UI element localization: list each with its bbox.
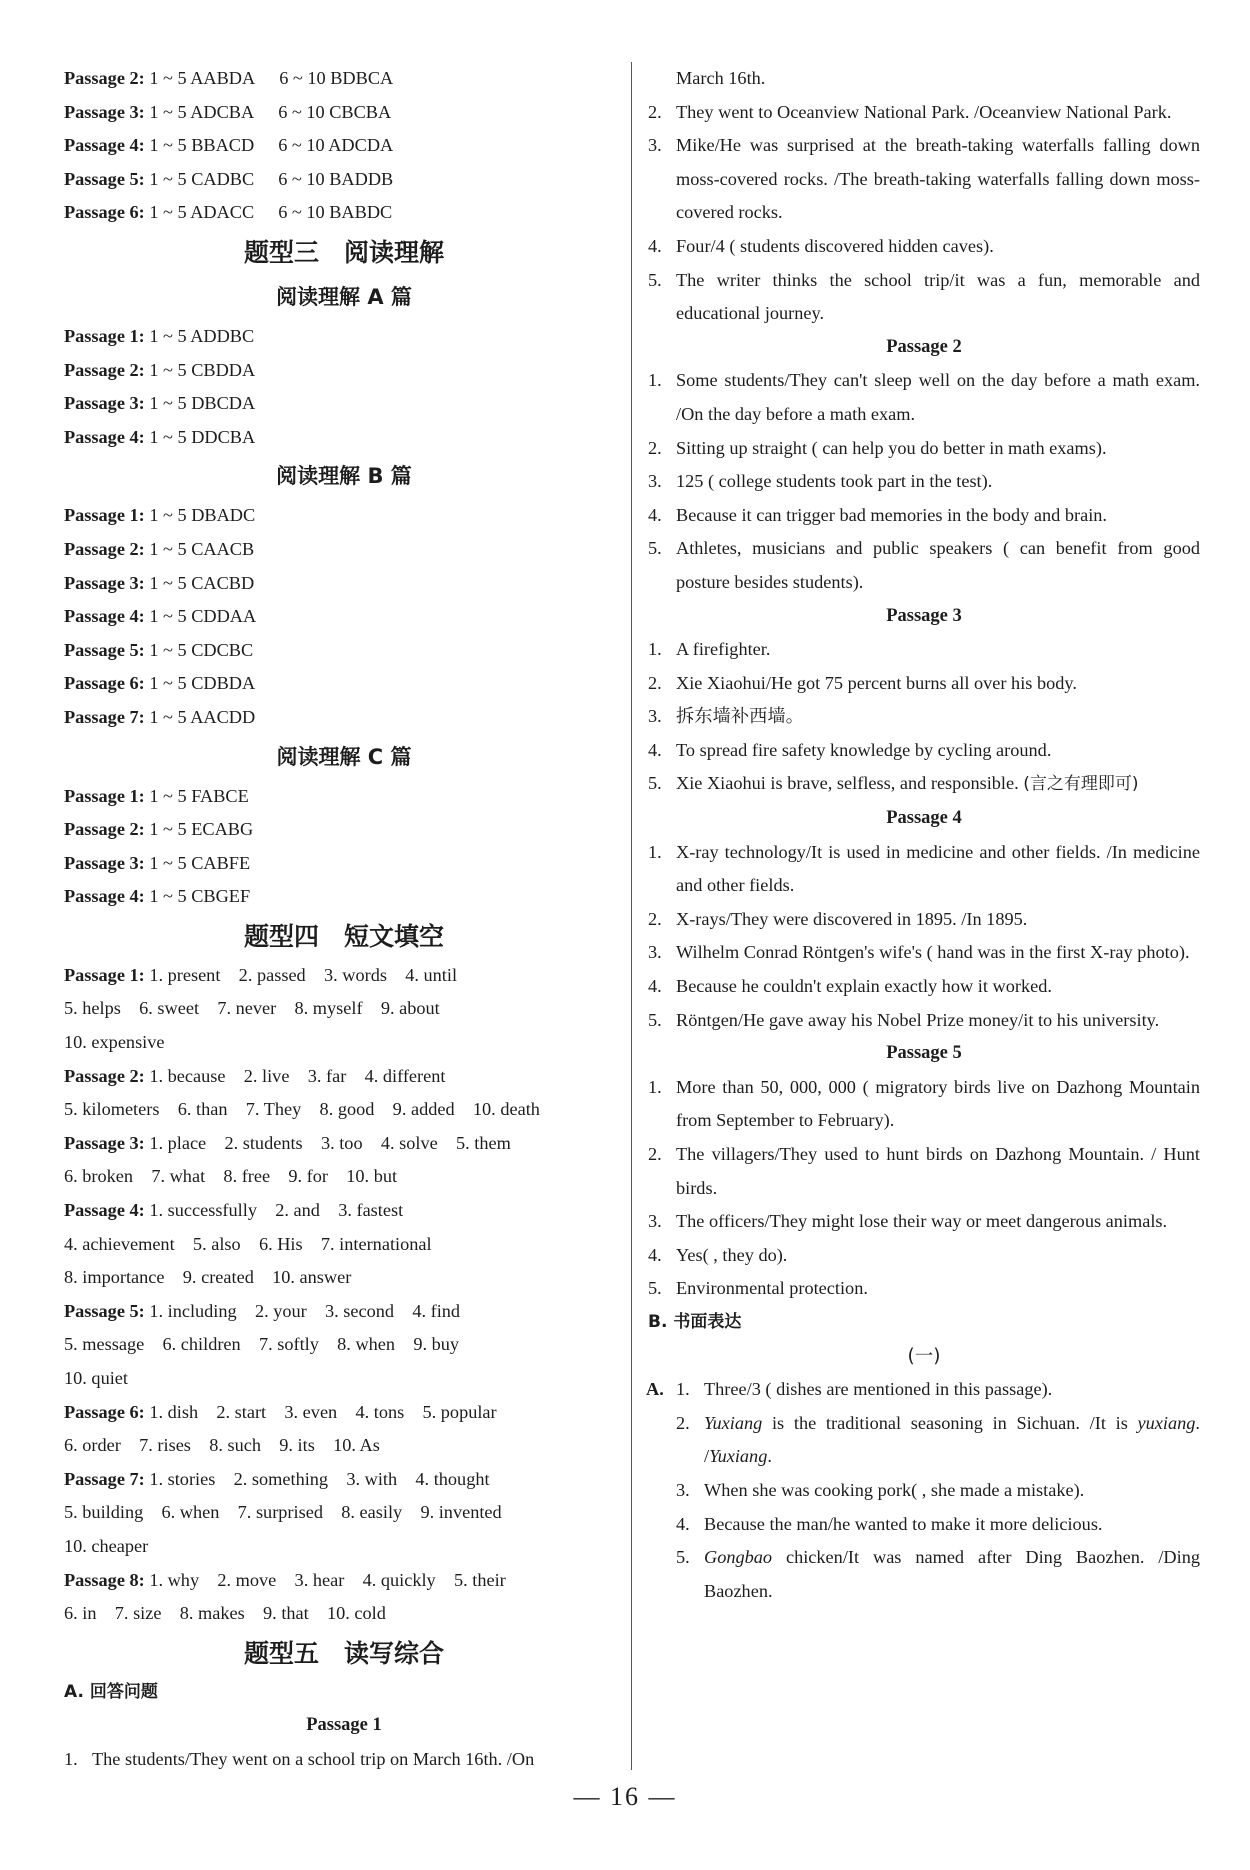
passage-label: Passage 5 [64, 168, 139, 189]
question-answer [704, 1373, 1200, 1407]
question-number-blank [648, 62, 676, 96]
question-answer: Yes( , they do). [676, 1244, 788, 1265]
passage-label: Passage 8 [64, 1569, 139, 1590]
passage-label: Passage 7 [64, 706, 139, 727]
fill-row: Passage 5: 1. including 2. your 3. second 4. find [64, 1300, 461, 1321]
column-divider [631, 62, 632, 1770]
question-answer: X-ray technology/It is used in medicine and other fields. /In medicine and other fields. [676, 841, 1200, 896]
question-number: 5. [648, 773, 662, 794]
answer-range-1: 1 ~ 5 FABCE [149, 785, 249, 806]
question-item [648, 936, 1200, 970]
fill-answers: 6. in 7. size 8. makes 9. that 10. cold [64, 1603, 386, 1624]
subsection-writing: B. 书面表达 [648, 1311, 742, 1332]
section-title-type5: 题型五 读写综合 [243, 1638, 444, 1668]
question-item [646, 1373, 1200, 1407]
question-answer: Röntgen/He gave away his Nobel Prize money/it to his university. [676, 1009, 1160, 1030]
question-item [648, 633, 1200, 667]
answer-range-1: 1 ~ 5 CAACB [149, 538, 255, 559]
answer-range-1: 1 ~ 5 DBADC [149, 505, 256, 526]
page-number: — 16 — [573, 1782, 677, 1811]
fill-row: Passage 2: 1. because 2. live 3. far 4. different [64, 1065, 446, 1086]
question-number: 2. [648, 1144, 662, 1164]
fill-row [64, 1026, 624, 1060]
answer-text: When she was cooking pork( , she made a mistake). [704, 1479, 1085, 1500]
question-item [648, 129, 1200, 230]
answer-row: Passage 2: 1 ~ 5 CBDDA [64, 359, 256, 380]
answer-range-1: 1 ~ 5 CBGEF [149, 886, 251, 907]
question-item [648, 970, 1200, 1004]
question-number: 4. [648, 235, 662, 256]
answer-row: Passage 3: 1 ~ 5 ADCBA 6 ~ 10 CBCBA [64, 101, 392, 122]
italic-term: yuxiang [1137, 1412, 1196, 1433]
fill-row [64, 1429, 624, 1463]
part-label: A. [646, 1379, 664, 1400]
fill-answers: 1. place 2. students 3. too 4. solve 5. them [149, 1132, 511, 1153]
answer-row: Passage 1: 1 ~ 5 DBADC [64, 505, 256, 526]
question-item [648, 499, 1200, 533]
fill-row [64, 1597, 624, 1631]
question-item [648, 1272, 1200, 1306]
question-item [648, 734, 1200, 768]
question-answer: Some students/They can't sleep well on the day before a math exam. /On the day before a math exam. [676, 370, 1200, 424]
passage-label: Passage 6 [64, 202, 139, 223]
answer-row: Passage 4: 1 ~ 5 BBACD 6 ~ 10 ADCDA [64, 135, 394, 156]
answer-text: is the traditional seasoning in Sichuan. /It is [762, 1412, 1138, 1433]
question-item [648, 1071, 1200, 1138]
question-answer: They went to Oceanview National Park. /Oceanview National Park. [676, 101, 1172, 122]
answer-range-2: 6 ~ 10 BADDB [278, 168, 394, 189]
passage-label: Passage 1 [64, 325, 139, 346]
answer-range-1: 1 ~ 5 AABDA [149, 68, 256, 88]
question-answer: To spread fire safety knowledge by cycling around. [676, 739, 1052, 760]
question-answer: March 16th. [676, 68, 766, 88]
fill-row [64, 1362, 624, 1396]
fill-row: Passage 8: 1. why 2. move 3. hear 4. quickly 5. their [64, 1569, 506, 1590]
answer-row: Passage 3: 1 ~ 5 CACBD [64, 572, 255, 593]
passage-label: Passage 3 [64, 572, 139, 593]
answer-range-1: 1 ~ 5 ADDBC [149, 325, 255, 346]
passage-title: Passage 2 [886, 336, 962, 357]
question-item [648, 836, 1200, 903]
fill-answers: 1. why 2. move 3. hear 4. quickly 5. their [149, 1569, 506, 1590]
passage-label: Passage 1 [64, 785, 139, 806]
fill-row [64, 992, 624, 1026]
question-answer [704, 1474, 1200, 1508]
fill-answers: 5. helps 6. sweet 7. never 8. myself 9. about [64, 998, 440, 1019]
answer-range-2: 6 ~ 10 BDBCA [279, 68, 394, 88]
question-answer: A firefighter. [676, 639, 771, 660]
question-number: 2. [648, 672, 662, 693]
question-number: 1. [648, 841, 662, 862]
question-item-continued [648, 62, 1200, 96]
right-column [648, 62, 1200, 1608]
subsection-title-b: 阅读理解 B 篇 [276, 464, 412, 489]
question-item [648, 700, 1200, 734]
question-number: 3. [676, 1479, 690, 1500]
fill-row: Passage 7: 1. stories 2. something 3. with 4. thought [64, 1468, 490, 1489]
passage-label: Passage 5 [64, 639, 139, 660]
question-item [648, 432, 1200, 466]
answer-row: Passage 5: 1 ~ 5 CADBC 6 ~ 10 BADDB [64, 168, 394, 189]
fill-answers: 10. cheaper [64, 1535, 149, 1556]
answer-text: Xie Xiaohui is brave, selfless, and responsible. [676, 773, 1019, 794]
question-item [648, 364, 1200, 431]
fill-row [64, 1228, 624, 1262]
question-answer: Athletes, musicians and public speakers ( can benefit from good posture besides students). [676, 538, 1200, 592]
answer-row: Passage 1: 1 ~ 5 ADDBC [64, 325, 255, 346]
fill-row [64, 1160, 624, 1194]
question-item [676, 1541, 1200, 1608]
answer-row: Passage 1: 1 ~ 5 FABCE [64, 785, 249, 806]
question-item [648, 667, 1200, 701]
question-item [648, 1239, 1200, 1273]
answer-row: Passage 4: 1 ~ 5 CDDAA [64, 606, 257, 627]
fill-answers: 6. order 7. rises 8. such 9. its 10. As [64, 1435, 380, 1456]
question-item [648, 767, 1200, 802]
passage-label: Passage 1 [64, 505, 139, 526]
question-number: 2. [648, 437, 662, 458]
fill-row: Passage 1: 1. present 2. passed 3. words 4. until [64, 964, 458, 985]
subsection-title-c: 阅读理解 C 篇 [276, 744, 412, 769]
passage-title: Passage 3 [886, 605, 962, 626]
question-number: 4. [648, 976, 662, 997]
question-answer: Wilhelm Conrad Röntgen's wife's ( hand was in the first X-ray photo). [676, 942, 1190, 963]
passage-label: Passage 2 [64, 359, 139, 380]
answer-range-1: 1 ~ 5 DBCDA [149, 393, 256, 414]
fill-answers: 1. successfully 2. and 3. fastest [149, 1200, 404, 1221]
question-number: 1. [64, 1748, 78, 1769]
passage-label: Passage 5 [64, 1300, 139, 1321]
fill-row [64, 1328, 624, 1362]
left-column [64, 62, 624, 1777]
passage-label: Passage 6 [64, 1401, 139, 1422]
answer-range-1: 1 ~ 5 BBACD [149, 135, 255, 156]
answer-row: Passage 6: 1 ~ 5 CDBDA [64, 673, 256, 694]
question-item [648, 1205, 1200, 1239]
question-number: 4. [648, 504, 662, 525]
answer-text: . [767, 1446, 772, 1467]
question-item [64, 1743, 624, 1777]
question-number: 1. [676, 1379, 690, 1400]
question-answer: Because it can trigger bad memories in the body and brain. [676, 504, 1107, 525]
question-number: 5. [676, 1547, 690, 1568]
italic-term: Gongbao [704, 1547, 773, 1568]
question-item [648, 1138, 1200, 1205]
passage-label: Passage 4 [64, 606, 139, 627]
question-answer [704, 1541, 1200, 1608]
question-number: 2. [676, 1412, 690, 1433]
fill-answers: 1. because 2. live 3. far 4. different [149, 1065, 446, 1086]
question-answer: The students/They went on a school trip on March 16th. /On [92, 1748, 535, 1769]
answer-range-1: 1 ~ 5 AACDD [149, 706, 256, 727]
answer-range-2: 6 ~ 10 BABDC [278, 202, 393, 223]
question-number: 1. [648, 370, 662, 391]
question-answer: Xie Xiaohui/He got 75 percent burns all over his body. [676, 672, 1077, 693]
question-item [676, 1474, 1200, 1508]
passage-label: Passage 7 [64, 1468, 139, 1489]
section-title-type4: 题型四 短文填空 [243, 921, 444, 951]
answer-range-1: 1 ~ 5 CDDAA [149, 606, 257, 627]
fill-answers: 6. broken 7. what 8. free 9. for 10. but [64, 1166, 398, 1187]
answer-range-1: 1 ~ 5 CACBD [149, 572, 255, 593]
question-number: 2. [648, 101, 662, 122]
passage-title: Passage 1 [306, 1715, 382, 1736]
question-answer: Environmental protection. [676, 1278, 868, 1299]
question-item [648, 96, 1200, 130]
subsection-qa: A. 回答问题 [64, 1681, 158, 1702]
question-number: 5. [648, 1009, 662, 1030]
answer-row: Passage 4: 1 ~ 5 CBGEF [64, 886, 251, 907]
passage-label: Passage 4 [64, 426, 139, 447]
part-title: (一) [907, 1345, 941, 1367]
answer-range-1: 1 ~ 5 ADACC [149, 202, 255, 223]
question-answer: The villagers/They used to hunt birds on Dazhong Mountain. / Hunt birds. [676, 1144, 1200, 1198]
question-number: 3. [648, 706, 662, 727]
question-answer: Mike/He was surprised at the breath-taking waterfalls falling down moss-covered rocks. /The breath-taking waterfalls falling down moss-covered rocks. [676, 135, 1200, 223]
fill-row [64, 1496, 624, 1530]
answer-row: Passage 2: 1 ~ 5 CAACB [64, 538, 255, 559]
question-answer: The writer thinks the school trip/it was a fun, memorable and educational journey. [676, 269, 1200, 324]
fill-row [64, 1093, 624, 1127]
question-number: 5. [648, 538, 662, 559]
fill-answers: 5. building 6. when 7. surprised 8. easily 9. invented [64, 1502, 502, 1523]
question-number: 2. [648, 908, 662, 929]
question-number: 3. [648, 471, 662, 492]
passage-label: Passage 1 [64, 964, 139, 985]
answer-range-2: 6 ~ 10 CBCBA [278, 101, 392, 122]
question-number: 3. [648, 1211, 662, 1232]
answer-row: Passage 3: 1 ~ 5 DBCDA [64, 393, 256, 414]
answer-row: Passage 7: 1 ~ 5 AACDD [64, 706, 256, 727]
question-number: 5. [648, 1278, 662, 1299]
question-answer: 拆东墙补西墙。 [676, 706, 804, 727]
fill-answers: 10. quiet [64, 1368, 128, 1388]
passage-label: Passage 2 [64, 538, 139, 559]
question-answer: The officers/They might lose their way or meet dangerous animals. [676, 1211, 1168, 1232]
question-answer: Because he couldn't explain exactly how it worked. [676, 976, 1052, 997]
passage-label: Passage 2 [64, 1065, 139, 1086]
question-number: 1. [648, 639, 662, 660]
question-answer: Four/4 ( students discovered hidden caves). [676, 235, 994, 256]
question-answer: Sitting up straight ( can help you do better in math exams). [676, 437, 1107, 458]
answer-range-1: 1 ~ 5 CADBC [149, 168, 255, 189]
question-answer [704, 1407, 1200, 1474]
question-item [648, 532, 1200, 599]
passage-label: Passage 3 [64, 852, 139, 873]
fill-row: Passage 6: 1. dish 2. start 3. even 4. tons 5. popular [64, 1401, 497, 1422]
italic-term: Yuxiang [709, 1446, 768, 1467]
passage-label: Passage 3 [64, 393, 139, 414]
question-answer [704, 1508, 1200, 1542]
answer-row: Passage 2: 1 ~ 5 AABDA 6 ~ 10 BDBCA [64, 68, 394, 88]
answer-text: Because the man/he wanted to make it more delicious. [704, 1513, 1103, 1534]
question-number: 3. [648, 135, 662, 156]
fill-row [64, 1530, 624, 1564]
question-answer: 125 ( college students took part in the test). [676, 471, 993, 492]
answer-row: Passage 5: 1 ~ 5 CDCBC [64, 639, 254, 660]
passage-label: Passage 2 [64, 68, 139, 88]
answer-row: Passage 4: 1 ~ 5 DDCBA [64, 426, 256, 447]
question-item [648, 1004, 1200, 1038]
answer-range-1: 1 ~ 5 CDBDA [149, 673, 256, 694]
answer-range-1: 1 ~ 5 CDCBC [149, 639, 254, 660]
italic-term: Yuxiang [704, 1412, 763, 1433]
question-answer [676, 767, 1200, 802]
question-number: 1. [648, 1076, 662, 1097]
question-item [648, 230, 1200, 264]
fill-answers: 1. dish 2. start 3. even 4. tons 5. popular [149, 1401, 497, 1422]
question-number: 3. [648, 942, 662, 963]
writing-answers [648, 1373, 1200, 1608]
passage-title: Passage 5 [886, 1043, 962, 1064]
answer-text: Three/3 ( dishes are mentioned in this passage). [704, 1379, 1053, 1400]
question-number: 4. [676, 1513, 690, 1534]
answer-text: chicken/It was named after Ding Baozhen. /Ding Baozhen. [704, 1547, 1200, 1601]
question-item [648, 264, 1200, 331]
question-item [648, 903, 1200, 937]
answer-row: Passage 3: 1 ~ 5 CABFE [64, 852, 251, 873]
fill-answers: 4. achievement 5. also 6. His 7. international [64, 1233, 432, 1254]
fill-row: Passage 4: 1. successfully 2. and 3. fastest [64, 1200, 404, 1221]
passage-label: Passage 2 [64, 819, 139, 840]
fill-answers: 5. message 6. children 7. softly 8. when 9. buy [64, 1334, 460, 1355]
answer-range-1: 1 ~ 5 ADCBA [149, 101, 255, 122]
fill-row [64, 1261, 624, 1295]
fill-answers: 1. present 2. passed 3. words 4. until [149, 964, 458, 985]
answer-range-2: 6 ~ 10 ADCDA [278, 135, 394, 156]
question-number: 4. [648, 739, 662, 760]
section-title-type3: 题型三 阅读理解 [243, 237, 444, 267]
answer-range-1: 1 ~ 5 CABFE [149, 852, 251, 873]
answer-row: Passage 6: 1 ~ 5 ADACC 6 ~ 10 BABDC [64, 202, 393, 223]
fill-answers: 8. importance 9. created 10. answer [64, 1267, 352, 1288]
answer-range-1: 1 ~ 5 CBDDA [149, 359, 256, 380]
answer-text: . / [704, 1412, 1200, 1467]
passage-label: Passage 6 [64, 673, 139, 694]
answer-range-1: 1 ~ 5 DDCBA [149, 426, 256, 447]
passage-title: Passage 4 [886, 808, 962, 829]
question-item [676, 1508, 1200, 1542]
question-item [676, 1407, 1200, 1474]
fill-answers: 10. expensive [64, 1032, 165, 1053]
question-number: 4. [648, 1244, 662, 1265]
fill-row: Passage 3: 1. place 2. students 3. too 4. solve 5. them [64, 1132, 511, 1153]
answer-range-1: 1 ~ 5 ECABG [149, 819, 254, 840]
fill-answers: 5. kilometers 6. than 7. They 8. good 9. added 10. death [64, 1099, 540, 1120]
question-answer: X-rays/They were discovered in 1895. /In 1895. [676, 908, 1028, 929]
subsection-title-a: 阅读理解 A 篇 [276, 284, 412, 309]
answer-note: (言之有理即可) [1023, 774, 1139, 795]
question-answer: More than 50, 000, 000 ( migratory birds live on Dazhong Mountain from September to February). [676, 1076, 1200, 1131]
fill-answers: 1. stories 2. something 3. with 4. thought [149, 1468, 490, 1489]
passage-label: Passage 4 [64, 886, 139, 907]
passage-label: Passage 3 [64, 1132, 139, 1153]
passage-label: Passage 3 [64, 101, 139, 122]
question-number: 5. [648, 269, 662, 290]
question-item [648, 465, 1200, 499]
passage-label: Passage 4 [64, 1200, 139, 1221]
answer-row: Passage 2: 1 ~ 5 ECABG [64, 819, 254, 840]
passage-label: Passage 4 [64, 135, 139, 156]
fill-answers: 1. including 2. your 3. second 4. find [149, 1300, 461, 1321]
